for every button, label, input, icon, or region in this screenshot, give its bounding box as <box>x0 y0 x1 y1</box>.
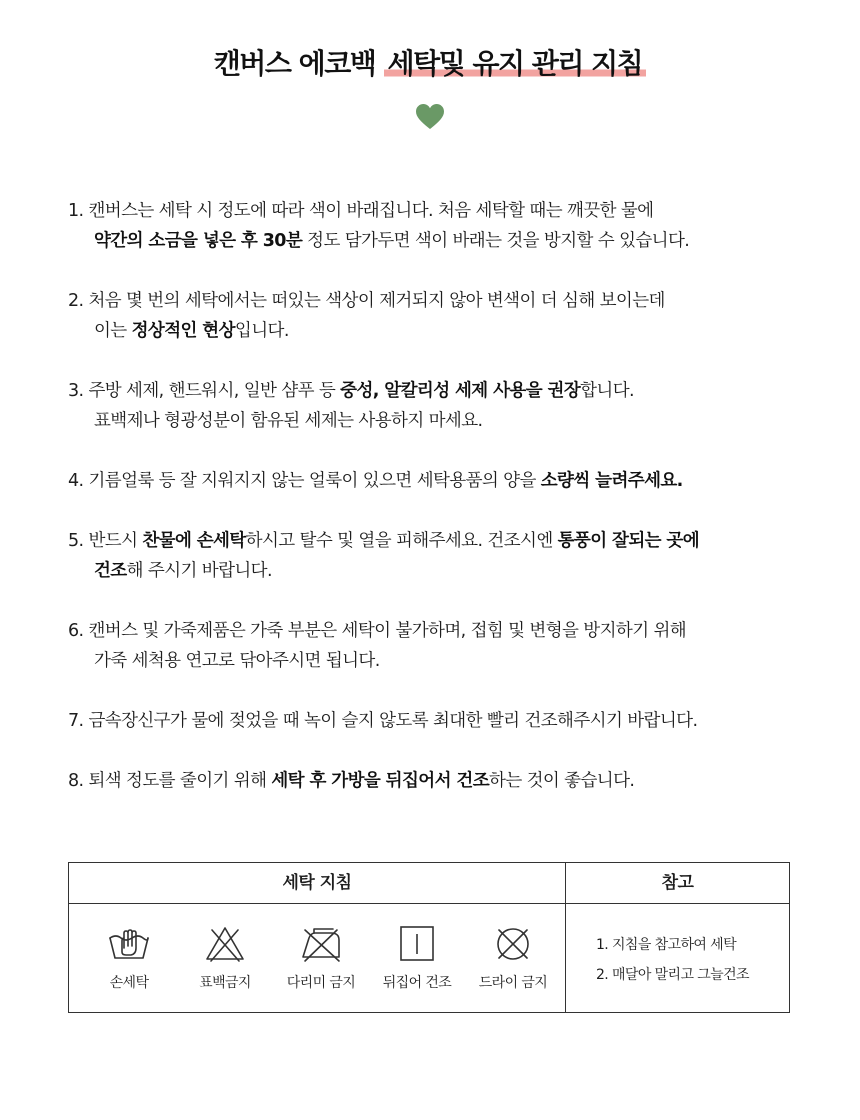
page-title <box>214 44 646 84</box>
symbol-no-dry-clean <box>465 904 561 992</box>
rule-7-line-1: 7. 금속장신구가 물에 젖었을 때 녹이 슬지 않도록 최대한 빨리 건조해주시기 바랍니다. <box>68 711 698 731</box>
heart-icon <box>416 104 444 130</box>
symbol-label: 손세탁 <box>109 975 149 991</box>
rule-4-a: 4. 기름얼룩 등 잘 지워지지 않는 얼룩이 있으면 세탁용품의 양을 <box>68 471 541 491</box>
rule-1-line-1: 1. 캔버스는 세탁 시 정도에 따라 색이 바래집니다. 처음 세탁할 때는 깨끗한 물에 <box>68 201 654 221</box>
rule-1-emphasis: 약간의 소금을 넣은 후 30분 <box>94 231 303 251</box>
rule-8-b: 하는 것이 좋습니다. <box>489 771 635 791</box>
list-item <box>68 376 798 436</box>
symbol-label: 다리미 금지 <box>286 975 356 991</box>
rule-5-line-1 <box>68 526 798 556</box>
rule-3-a: 3. 주방 세제, 핸드워시, 일반 샴푸 등 <box>68 381 341 401</box>
rule-3-b: 합니다. <box>580 381 635 401</box>
symbol-no-iron <box>273 904 369 992</box>
rule-5-rest: 해 주시기 바랍니다. <box>126 561 272 581</box>
no-bleach-icon <box>203 924 247 964</box>
list-item <box>68 466 798 496</box>
rule-1-line-2 <box>68 226 798 256</box>
rule-2-b: 입니다. <box>234 321 289 341</box>
rule-8-emphasis: 세탁 후 가방을 뒤집어서 건조 <box>271 771 490 791</box>
rule-2-line-1: 2. 처음 몇 번의 세탁에서는 떠있는 색상이 제거되지 않아 변색이 더 심해 보이는데 <box>68 291 665 311</box>
rule-5-emphasis-2: 통풍이 잘되는 곳에 <box>557 531 700 551</box>
title-highlight: 세탁및 유지 관리 지침 <box>384 47 647 80</box>
rule-1-rest: 정도 담가두면 색이 바래는 것을 방지할 수 있습니다. <box>302 231 690 251</box>
wash-column <box>69 863 566 1012</box>
symbol-no-bleach <box>177 904 273 992</box>
rule-2-line-2 <box>68 316 798 346</box>
list-item <box>68 706 798 736</box>
rule-4-emphasis: 소량씩 늘려주세요. <box>540 471 683 491</box>
rule-2-emphasis: 정상적인 현상 <box>131 321 235 341</box>
list-item <box>68 616 798 676</box>
rule-8-line-1 <box>68 766 798 796</box>
rule-5-emphasis-1: 찬물에 손세탁 <box>142 531 246 551</box>
symbol-label: 표백금지 <box>199 975 251 991</box>
note-header: 참고 <box>566 863 789 904</box>
title-prefix: 캔버스 에코백 <box>213 47 384 80</box>
care-instructions-list <box>68 196 798 826</box>
note-item: 2. 매달아 말리고 그늘건조 <box>596 967 749 983</box>
rule-5-b: 하시고 탈수 및 열을 피해주세요. 건조시엔 <box>245 531 558 551</box>
rule-5-emphasis-3: 건조 <box>94 561 127 581</box>
wash-symbols <box>69 904 565 1012</box>
rule-6-line-1: 6. 캔버스 및 가죽제품은 가죽 부분은 세탁이 불가하며, 접힘 및 변형을 방지하기 위해 <box>68 621 687 641</box>
list-item <box>68 526 798 586</box>
rule-6-line-2: 가죽 세척용 연고로 닦아주시면 됩니다. <box>94 651 380 671</box>
symbol-inside-out <box>369 904 465 992</box>
note-item: 1. 지침을 참고하여 세탁 <box>596 937 737 953</box>
care-symbol-table <box>68 862 790 1013</box>
symbol-label: 드라이 금지 <box>478 975 548 991</box>
list-item <box>68 286 798 346</box>
symbol-label: 뒤집어 건조 <box>382 975 452 991</box>
rule-8-a: 8. 퇴색 정도를 줄이기 위해 <box>68 771 272 791</box>
symbol-hand-wash <box>81 904 177 992</box>
rule-3-line-2: 표백제나 형광성분이 함유된 세제는 사용하지 마세요. <box>94 411 483 431</box>
rule-3-line-1 <box>68 376 798 406</box>
inside-out-icon <box>395 924 439 964</box>
hand-wash-icon <box>107 924 151 964</box>
list-item <box>68 196 798 256</box>
rule-5-line-2 <box>68 556 798 586</box>
rule-4-line-1 <box>68 466 798 496</box>
rule-2-a: 이는 <box>94 321 132 341</box>
list-item <box>68 766 798 796</box>
note-list <box>566 904 789 990</box>
wash-header: 세탁 지침 <box>69 863 565 904</box>
rule-3-emphasis: 중성, 알칼리성 세제 사용을 권장 <box>340 381 581 401</box>
no-dry-clean-icon <box>491 924 535 964</box>
header <box>0 44 860 84</box>
note-column <box>566 863 789 1012</box>
no-iron-icon <box>299 924 343 964</box>
rule-5-a: 5. 반드시 <box>68 531 143 551</box>
